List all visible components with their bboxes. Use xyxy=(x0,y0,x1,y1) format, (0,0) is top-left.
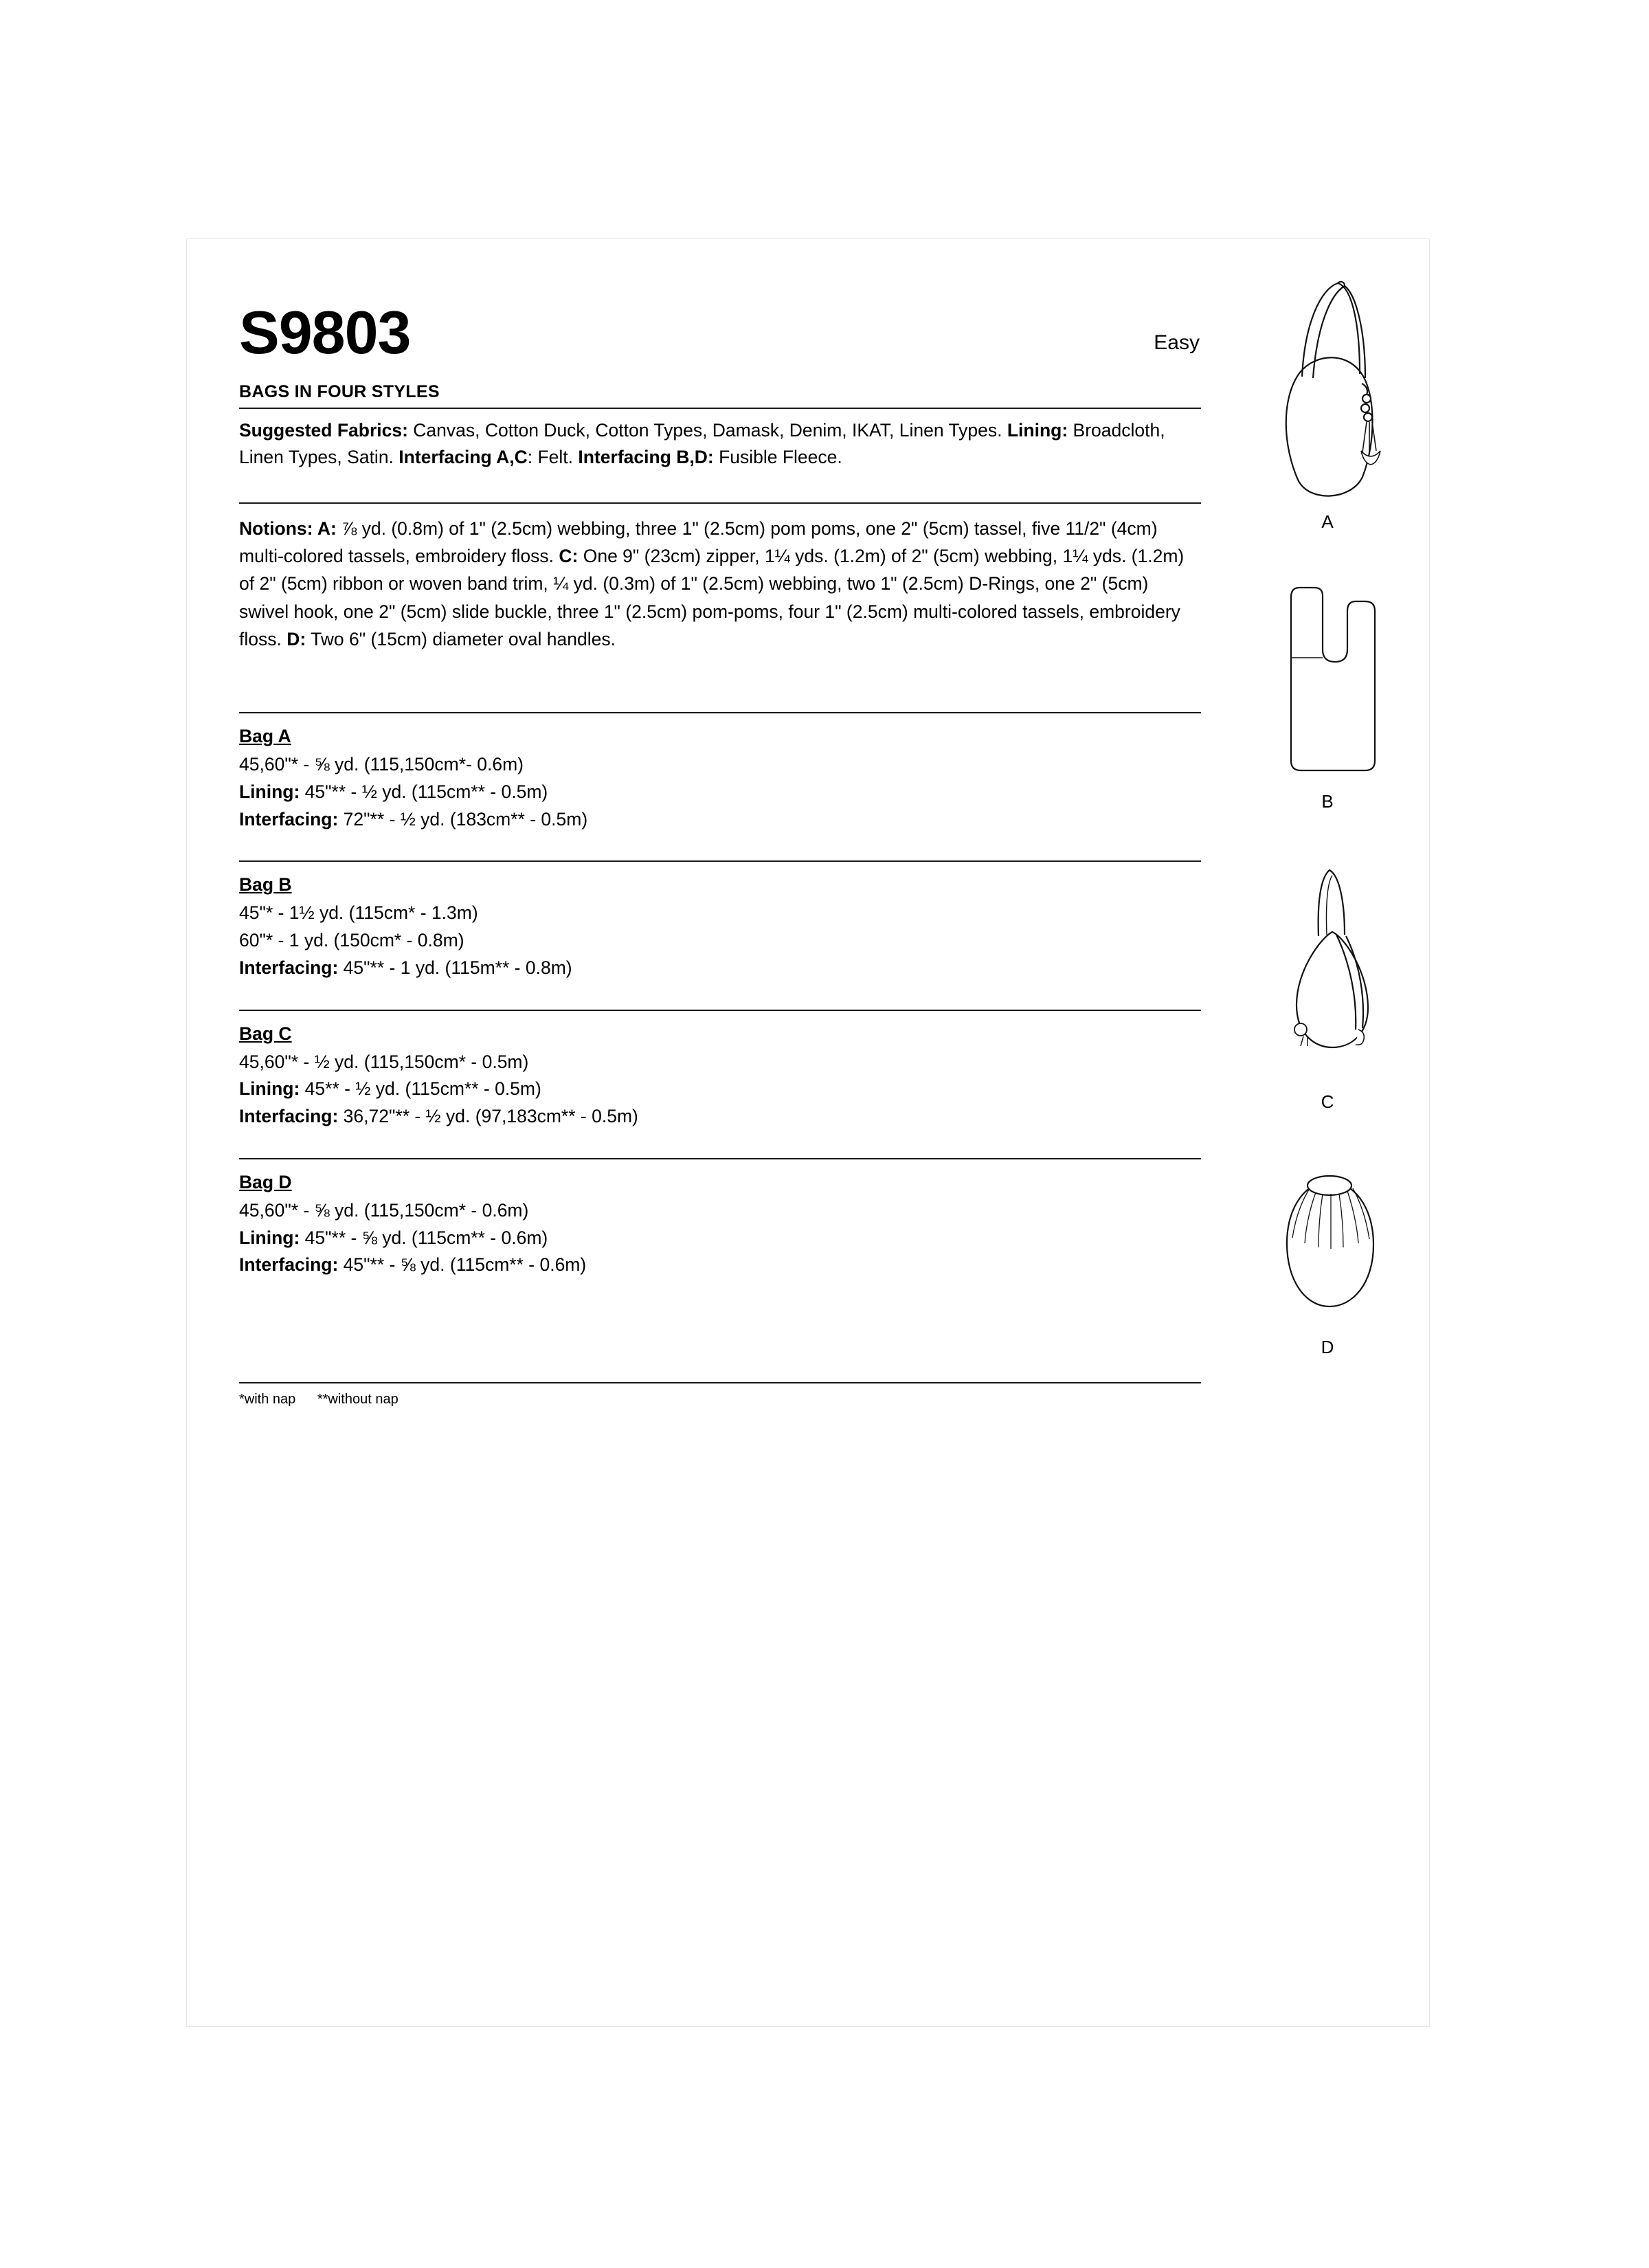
bag-b-illustration xyxy=(1245,581,1410,812)
bag-c-label: C xyxy=(1321,1091,1334,1112)
bag-requirement-value: 36,72"** - ½ yd. (97,183cm** - 0.5m) xyxy=(338,1106,638,1127)
bag-requirement-value: 45,60"* - ⅝ yd. (115,150cm* - 0.6m) xyxy=(239,1199,529,1221)
bag-requirement-line xyxy=(239,955,1215,982)
bag-b-label: B xyxy=(1321,791,1334,812)
bag-requirement-line xyxy=(239,1103,1215,1131)
divider-bag-d xyxy=(239,1158,1201,1159)
bag-requirement-line xyxy=(239,927,1215,955)
bag-requirement-value: 45"** - ⅝ yd. (115cm** - 0.6m) xyxy=(338,1254,587,1276)
bag-requirement-value: 72"** - ½ yd. (183cm** - 0.5m) xyxy=(338,808,588,830)
footnote-without-nap: **without nap xyxy=(317,1392,399,1408)
bag-requirement-line xyxy=(239,1049,1215,1076)
notions-paragraph xyxy=(239,515,1201,653)
bag-heading: Bag D xyxy=(239,1171,292,1192)
divider-bag-c xyxy=(239,1010,1201,1011)
pattern-envelope-page xyxy=(187,239,1429,2026)
bag-requirements-list xyxy=(239,712,1215,1279)
bag-heading: Bag A xyxy=(239,726,291,747)
bag-requirement-label: Lining: xyxy=(239,781,300,802)
divider-footnote xyxy=(239,1382,1201,1383)
bag-requirement-line xyxy=(239,751,1215,779)
divider-top xyxy=(239,408,1201,409)
bag-d-illustration xyxy=(1245,1154,1410,1358)
divider-bag-a xyxy=(239,712,1201,713)
notions-text-2: Two 6" (15cm) diameter oval handles. xyxy=(306,628,616,649)
suggested-fabrics-text-1: Broadcloth, Linen Types, Satin. xyxy=(239,420,1165,467)
bag-requirement-label: Lining: xyxy=(239,1227,300,1248)
divider-notions xyxy=(239,502,1201,504)
title-row xyxy=(239,280,1215,366)
bag-requirement-label: Interfacing: xyxy=(239,808,339,830)
notions-label-0: Notions: A: xyxy=(239,518,337,539)
difficulty-label: Easy xyxy=(1154,331,1200,354)
bag-d-label: D xyxy=(1321,1337,1334,1357)
bag-requirement-line xyxy=(239,1252,1215,1279)
suggested-fabrics-label-1: Lining: xyxy=(1007,420,1068,441)
bag-requirement-label: Interfacing: xyxy=(239,957,339,978)
footnote-with-nap: *with nap xyxy=(239,1392,296,1408)
bag-requirement-line xyxy=(239,1197,1215,1225)
bag-section-a xyxy=(239,712,1215,833)
bag-requirement-value: 45"** - 1 yd. (115m** - 0.8m) xyxy=(338,957,572,978)
bag-section-d xyxy=(239,1158,1215,1279)
bag-requirement-value: 45"** - ⅝ yd. (115cm** - 0.6m) xyxy=(300,1227,548,1248)
illustration-column xyxy=(1245,274,1410,1358)
subtitle: BAGS IN FOUR STYLES xyxy=(239,382,440,401)
bag-requirement-value: 45,60"* - ⅝ yd. (115,150cm*- 0.6m) xyxy=(239,754,524,775)
bag-section-c xyxy=(239,1010,1215,1131)
suggested-fabrics-paragraph xyxy=(239,417,1194,471)
bag-a-illustration xyxy=(1245,274,1410,533)
suggested-fabrics-label-0: Suggested Fabrics: xyxy=(239,420,408,441)
bag-requirement-label: Lining: xyxy=(239,1078,300,1100)
suggested-fabrics-text-3: Fusible Fleece. xyxy=(713,446,842,467)
bag-heading: Bag B xyxy=(239,874,292,896)
bag-requirement-line xyxy=(239,806,1215,834)
content-column xyxy=(239,280,1215,1408)
bag-requirement-line xyxy=(239,1225,1215,1252)
divider-bag-b xyxy=(239,860,1201,862)
suggested-fabrics-text-2: : Felt. xyxy=(527,446,579,467)
notions-text-0: ⅞ yd. (0.8m) of 1" (2.5cm) webbing, three 1" (2.5cm) pom poms, one 2" (5cm) tassel, five 11/2" (4cm) multi-colored tassels, embroidery floss. xyxy=(239,518,1158,567)
bag-heading: Bag C xyxy=(239,1023,292,1044)
bag-requirement-line xyxy=(239,779,1215,806)
bag-requirement-line xyxy=(239,1076,1215,1103)
notions-label-1: C: xyxy=(559,546,579,567)
bag-requirement-label: Interfacing: xyxy=(239,1254,339,1276)
bag-requirement-value: 45"* - 1½ yd. (115cm* - 1.3m) xyxy=(239,902,478,924)
notions-label-2: D: xyxy=(287,628,306,649)
suggested-fabrics-label-3: Interfacing B,D: xyxy=(578,446,714,467)
bag-requirement-line xyxy=(239,900,1215,927)
bag-section-b xyxy=(239,860,1215,981)
notions-text-1: One 9" (23cm) zipper, 1¼ yds. (1.2m) of 2" (5cm) webbing, 1¼ yds. (1.2m) of 2" (5cm) ribbon or woven band trim, ¼ yd. (0.3m) of 1" (2.5cm) webbing, two 1" (2.5cm) D-Rings, one 2" (5cm) swivel hook, one 2" (5cm) slide buckle, three 1" (2.5cm) pom-poms, four 1" (2.5cm) multi-colored tassels, embroidery floss. xyxy=(239,546,1185,649)
bag-requirement-value: 45,60"* - ½ yd. (115,150cm* - 0.5m) xyxy=(239,1051,529,1072)
suggested-fabrics-label-2: Interfacing A,C xyxy=(399,446,528,467)
suggested-fabrics-text-0: Canvas, Cotton Duck, Cotton Types, Damask, Denim, IKAT, Linen Types. xyxy=(407,420,1007,441)
bag-requirement-value: 45** - ½ yd. (115cm** - 0.5m) xyxy=(300,1078,541,1100)
bag-requirement-value: 45"** - ½ yd. (115cm** - 0.5m) xyxy=(300,781,548,802)
bag-requirement-label: Interfacing: xyxy=(239,1106,339,1127)
bag-requirement-value: 60"* - 1 yd. (150cm* - 0.8m) xyxy=(239,930,464,951)
footnote xyxy=(239,1392,1215,1408)
page-title: S9803 xyxy=(239,298,411,366)
bag-a-label: A xyxy=(1321,511,1334,532)
bag-c-illustration xyxy=(1245,860,1410,1113)
